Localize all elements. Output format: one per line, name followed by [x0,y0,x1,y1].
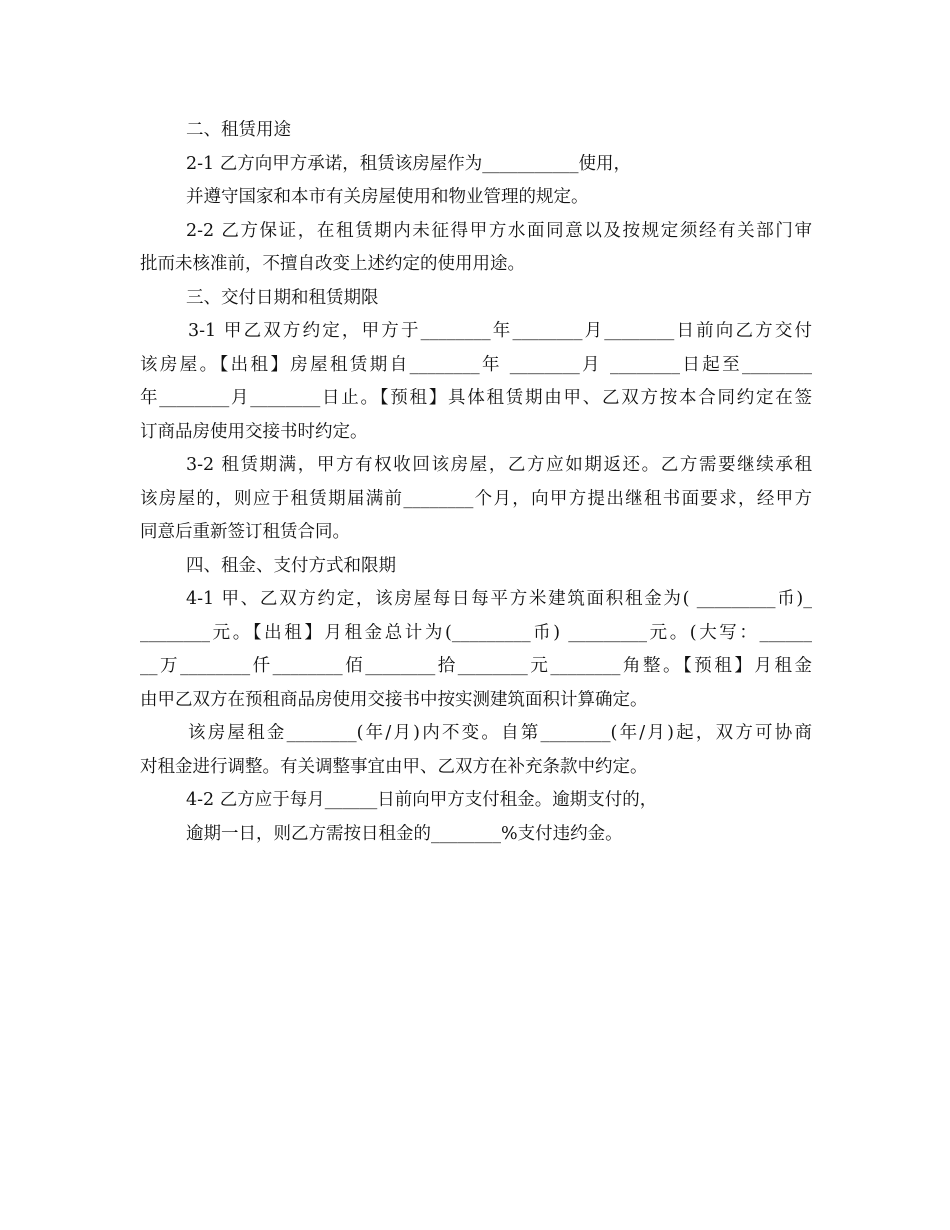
section-heading-delivery: 三、交付日期和租赁期限 [186,287,379,308]
rent-adjustment-line: 对租金进行调整。有关调整事宜由甲、乙双方在补充条款中约定。 [140,756,648,777]
clause-2-1-line: 并遵守国家和本市有关房屋使用和物业管理的规定。 [186,187,589,207]
clause-4-1-line: 由甲乙双方在预租商品房使用交接书中按实测建筑面积计算确定。 [140,689,648,710]
clause-3-1-line: 年________月________日止。【预租】具体租赁期由甲、乙双方按本合同约定在签 [140,388,812,408]
section-heading-rent: 四、租金、支付方式和限期 [186,555,396,576]
clause-2-2-line: 批而未核准前，不擅自改变上述约定的使用用途。 [140,254,525,274]
clause-4-2-line: 逾期一日，则乙方需按日租金的________%支付违约金。 [186,823,623,844]
rent-adjustment-line: 该房屋租金________(年/月)内不变。自第________(年/月)起，双方可协商 [188,723,812,743]
clause-4-1-line: ________元。【出租】月租金总计为(_________币) _________元。(大写：______ [140,622,812,643]
clause-3-2-line: 同意后重新签订租赁合同。 [140,522,350,542]
clause-3-2-line: 该房屋的，则应于租赁期届满前________个月，向甲方提出继租书面要求，经甲方 [140,488,812,509]
clause-3-1-line: 该房屋。【出租】房屋租赁期自________年 ________月 ________日起至________ [140,354,812,375]
section-heading-usage: 二、租赁用途 [186,120,291,140]
clause-4-2-line: 4-2 乙方应于每月______日前向甲方支付租金。逾期支付的， [186,790,658,810]
document-body [140,114,812,851]
clause-3-1-line: 3-1 甲乙双方约定，甲方于________年________月________日前向乙方交付 [188,321,812,341]
clause-2-2-line: 2-2 乙方保证，在租赁期内未征得甲方水面同意以及按规定须经有关部门审 [186,220,812,241]
clause-3-2-line: 3-2 租赁期满，甲方有权收回该房屋，乙方应如期返还。乙方需要继续承租 [186,455,812,475]
clause-4-1-line: 4-1 甲、乙双方约定，该房屋每日每平方米建筑面积租金为( _________币)_ [186,589,812,609]
clause-3-1-line: 订商品房使用交接书时约定。 [140,421,368,442]
clause-4-1-line: __万________仟________佰________拾________元________角整。【预租】月租金 [140,656,812,676]
clause-2-1-line: 2-1 乙方向甲方承诺，租赁该房屋作为___________使用， [186,153,631,174]
